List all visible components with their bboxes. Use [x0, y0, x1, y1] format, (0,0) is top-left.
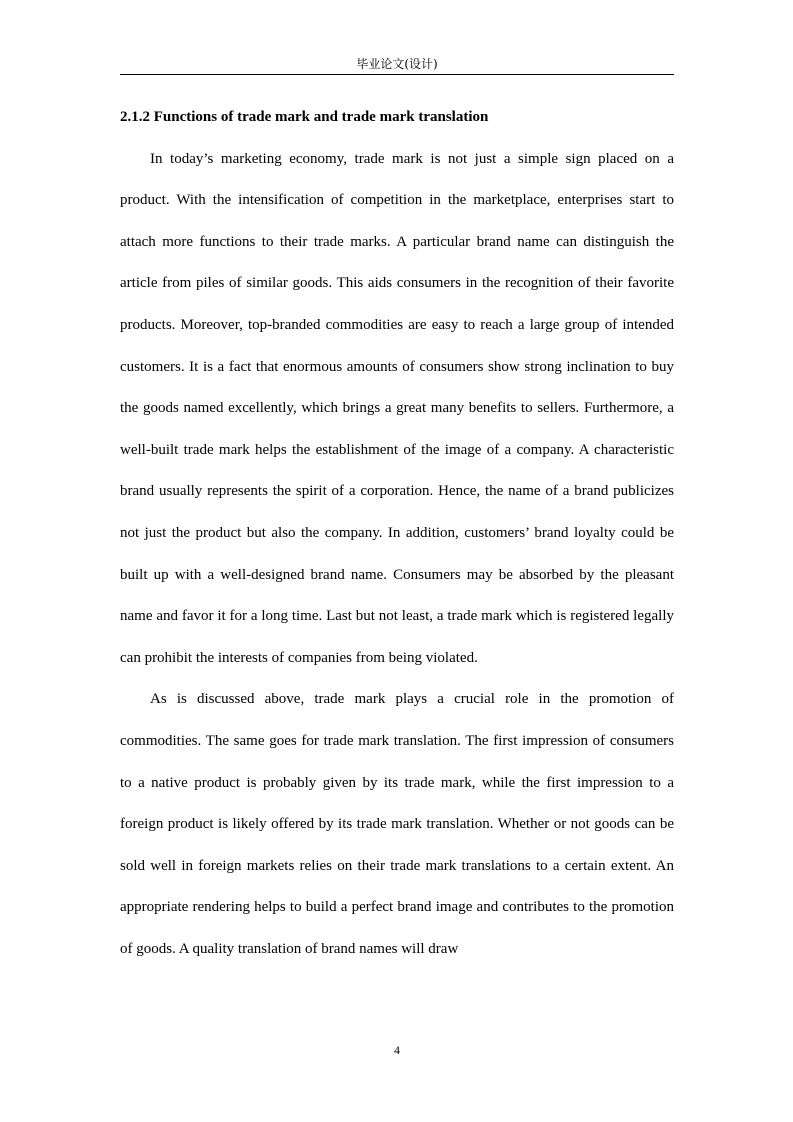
page-header: 毕业论文(设计): [356, 57, 438, 71]
page-number: 4: [394, 1043, 400, 1057]
section-heading: 2.1.2 Functions of trade mark and trade mark translation: [120, 109, 489, 125]
page-body: [120, 97, 674, 970]
paragraph-functions: In today’s marketing economy, trade mark is not just a simple sign placed on a product. With the intensification of competition in the marketplace, enterprises start to attach more functions to their trade marks. A particular brand name can distinguish the article from piles of similar goods. This aids consumers in the recognition of their favorite products. Moreover, top-branded commodities are easy to reach a large group of intended customers. It is a fact that enormous amounts of consumers show strong inclination to buy the goods named excellently, which brings a great many benefits to sellers. Furthermore, a well-built trade mark helps the establishment of the image of a company. A characteristic brand usually represents the spirit of a corporation. Hence, the name of a brand publicizes not just the product but also the company. In addition, customers’ brand loyalty could be built up with a well-designed brand name. Consumers may be absorbed by the pleasant name and favor it for a long time. Last but not least, a trade mark which is registered legally can prohibit the interests of companies from being violated.: [120, 150, 674, 666]
header-divider: [120, 74, 674, 75]
paragraph-translation-role: As is discussed above, trade mark plays a crucial role in the promotion of commodities. The same goes for trade mark translation. The first impression of consumers to a native product is probably given by its trade mark, while the first impression to a foreign product is likely offered by its trade mark translation. Whether or not goods can be sold well in foreign markets relies on their trade mark translations to a certain extent. An appropriate rendering helps to build a perfect brand image and contributes to the promotion of goods. A quality translation of brand names will draw: [120, 691, 674, 957]
